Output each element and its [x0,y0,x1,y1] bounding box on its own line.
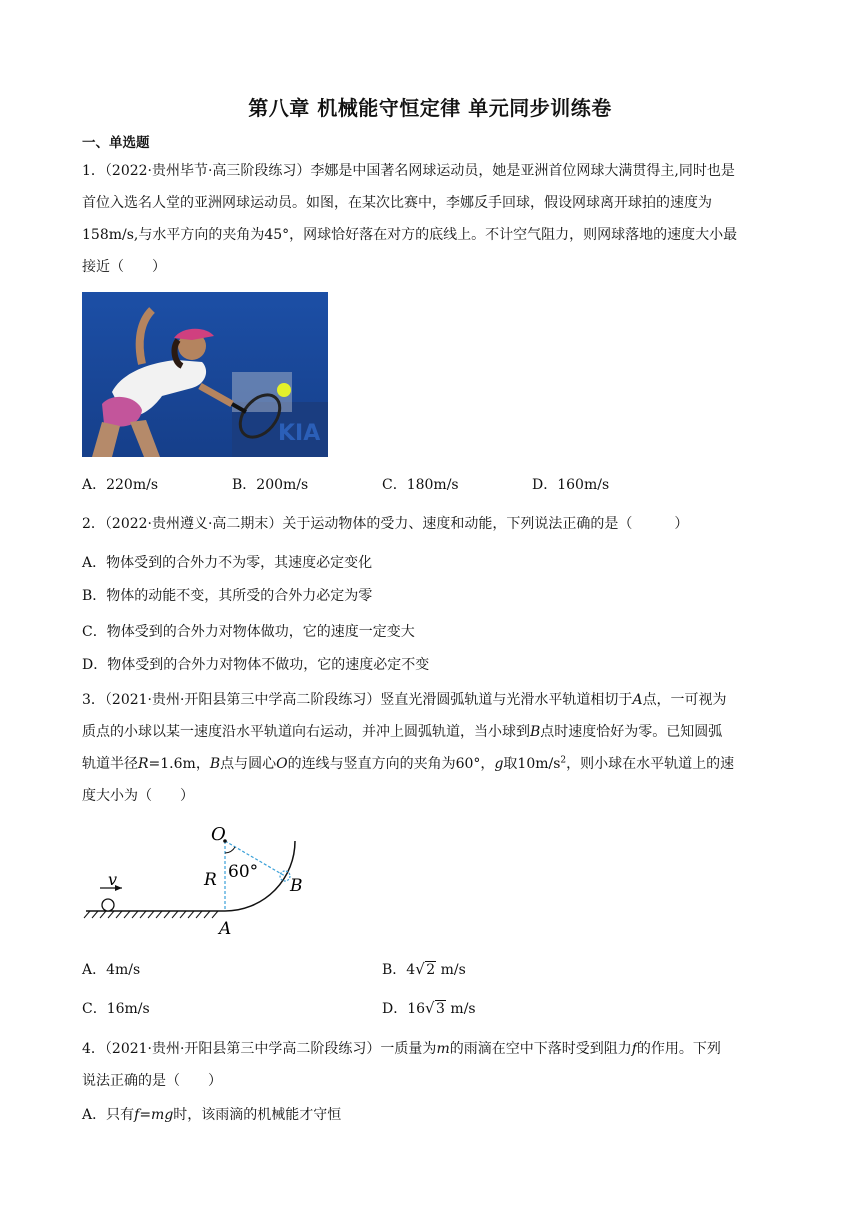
q1-stem-line-3: 158m/s,与水平方向的夹角为45°，网球恰好落在对方的底线上。不计空气阻力，则网球落地的速度大小最 [82,227,738,243]
q3-stem-line-1: 3．（2021·贵州·开阳县第三中学高二阶段练习）竖直光滑圆弧轨道与光滑水平轨道相切于A点，一可视为 [82,692,727,708]
q4-stem-line-1: 4．（2021·贵州·开阳县第三中学高二阶段练习）一质量为m的雨滴在空中下落时受到阻力f的作用。下列 [82,1041,721,1057]
angle-label: 60° [228,862,259,882]
q1-option-a: A．220m/s [82,477,159,493]
q4-option-a: A．只有f=mg时，该雨滴的机械能才守恒 [82,1107,342,1123]
point-a-label: A [219,919,232,939]
q2-option-a: A．物体受到的合外力不为零，其速度必定变化 [82,555,373,571]
center-o-label: O [211,824,226,845]
q1-option-b: B．200m/s [232,477,309,493]
q2-option-d: D．物体受到的合外力对物体不做功，它的速度必定不变 [82,657,430,673]
q2-option-b: B．物体的动能不变，其所受的合外力必定为零 [82,588,373,604]
tennis-player-photo [82,292,328,457]
q3-stem-line-4: 度大小为（ ） [82,788,194,804]
q1-stem-line-4: 接近（ ） [82,259,166,275]
q1-option-c: C．180m/s [382,477,459,493]
q2-stem: 2．（2022·贵州遵义·高二期末）关于运动物体的受力、速度和动能，下列说法正确的是（ ） [82,516,689,532]
q3-option-d: D．16√ 3 m/s [382,998,476,1018]
radius-r-label: R [204,870,217,890]
q2-option-c: C．物体受到的合外力对物体做功，它的速度一定变大 [82,624,415,640]
q3-option-c: C．16m/s [82,1001,150,1017]
q1-stem-line-2: 首位入选名人堂的亚洲网球运动员。如图，在某次比赛中，李娜反手回球，假设网球离开球拍的速度为 [82,195,712,211]
circular-track-diagram [82,822,312,940]
section-heading: 一、单选题 [82,135,150,151]
q1-stem-line-1: 1．（2022·贵州毕节·高三阶段练习）李娜是中国著名网球运动员，她是亚洲首位网球大满贯得主,同时也是 [82,163,735,179]
velocity-label: v [108,870,118,889]
svg-text:KIA: KIA [278,421,321,446]
q4-stem-line-2: 说法正确的是（ ） [82,1073,222,1089]
q3-option-b: B．4√ 2 m/s [382,959,466,979]
q1-option-d: D．160m/s [532,477,610,493]
q3-option-a: A．4m/s [82,962,141,978]
q3-stem-line-2: 质点的小球以某一速度沿水平轨道向右运动，并冲上圆弧轨道，当小球到B点时速度恰好为零。已知圆弧 [82,724,723,740]
q3-stem-line-3: 轨道半径R=1.6m，B点与圆心O的连线与竖直方向的夹角为60°，g取$10m/s^2$，则小球在水平轨道上的速 [82,755,735,772]
page-title: 第八章 机械能守恒定律 单元同步训练卷 [248,96,612,120]
point-b-label: B [290,876,303,896]
